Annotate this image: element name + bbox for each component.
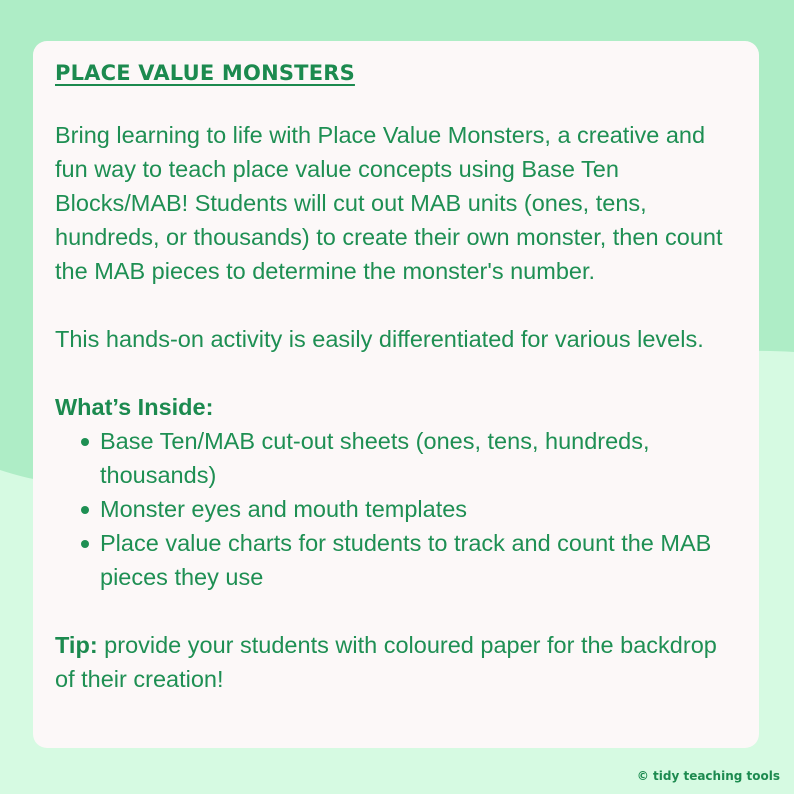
tip-label: Tip:: [55, 632, 98, 658]
intro-paragraph: Bring learning to life with Place Value Monsters, a creative and fun way to teach place value concepts using Base Ten Blocks/MAB! Students will cut out MAB units (ones, tens, hundreds, or thousands) to create their own monster, then count the MAB pieces to determine the monster's number.: [55, 122, 723, 284]
list-item: [100, 492, 737, 526]
list-item-text: Place value charts for students to track and count the MAB pieces they use: [100, 530, 712, 590]
list-item: [100, 424, 737, 492]
bullet-icon: [81, 438, 89, 446]
tip-text: provide your students with coloured paper for the backdrop of their creation!: [55, 632, 717, 692]
bullet-icon: [81, 506, 89, 514]
whats-inside-heading: What’s Inside:: [55, 394, 214, 420]
bullet-icon: [81, 540, 89, 548]
tip-paragraph: [55, 628, 737, 696]
info-card: [33, 41, 759, 748]
list-item: [100, 526, 737, 594]
list-item-text: Base Ten/MAB cut-out sheets (ones, tens, hundreds, thousands): [100, 428, 650, 488]
list-item-text: Monster eyes and mouth templates: [100, 496, 468, 522]
footer-credit: © tidy teaching tools: [636, 769, 780, 783]
page-title: PLACE VALUE MONSTERS: [55, 61, 355, 85]
whats-inside-list: [55, 424, 737, 594]
differentiation-paragraph: This hands-on activity is easily differentiated for various levels.: [55, 326, 704, 352]
